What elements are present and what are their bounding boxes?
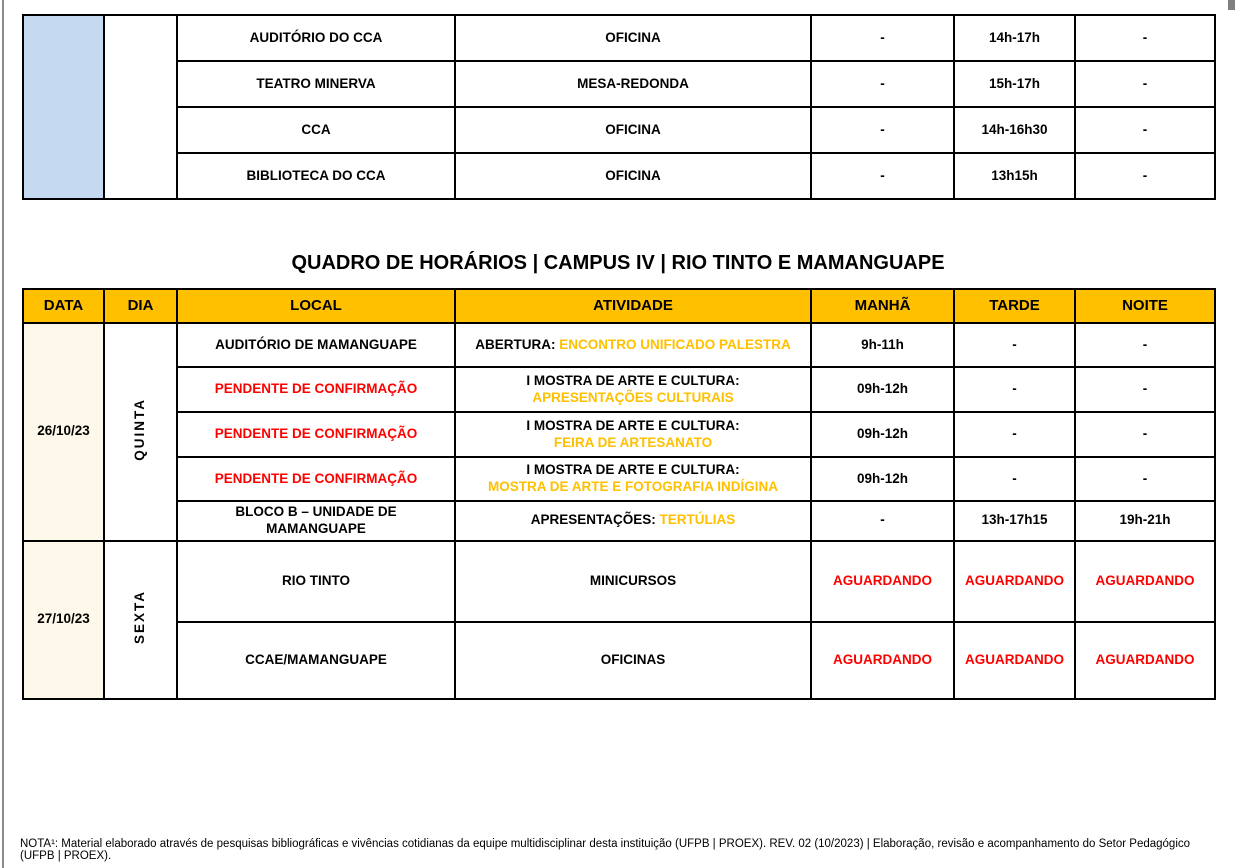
header-data: DATA — [23, 289, 104, 323]
tarde-cell: 14h-17h — [954, 15, 1075, 61]
day-cell — [104, 323, 177, 541]
local-cell: RIO TINTO — [177, 541, 455, 622]
atividade-main: I MOSTRA DE ARTE E CULTURA: — [526, 462, 740, 478]
manha-cell: - — [811, 61, 954, 107]
noite-cell: AGUARDANDO — [1075, 541, 1215, 622]
noite-cell: AGUARDANDO — [1075, 622, 1215, 699]
manha-cell: AGUARDANDO — [811, 541, 954, 622]
day-cell — [104, 541, 177, 699]
tarde-cell: 15h-17h — [954, 61, 1075, 107]
header-noite: NOITE — [1075, 289, 1215, 323]
manha-cell: - — [811, 501, 954, 541]
page-title: QUADRO DE HORÁRIOS | CAMPUS IV | RIO TINTO E MAMANGUAPE — [291, 252, 945, 274]
local-cell: TEATRO MINERVA — [177, 61, 455, 107]
table-row — [23, 457, 1215, 501]
tarde-cell: - — [954, 323, 1075, 367]
atividade-highlight: APRESENTAÇÕES CULTURAIS — [532, 389, 734, 405]
manha-cell: - — [811, 153, 954, 199]
table-row — [23, 622, 1215, 699]
noite-cell: - — [1075, 323, 1215, 367]
page-edge-line — [2, 0, 4, 868]
tarde-cell: 13h15h — [954, 153, 1075, 199]
table-row — [23, 107, 1215, 153]
noite-cell: 19h-21h — [1075, 501, 1215, 541]
manha-cell: 9h-11h — [811, 323, 954, 367]
table-row — [23, 501, 1215, 541]
local-cell: BLOCO B – UNIDADE DE MAMANGUAPE — [177, 501, 455, 541]
tarde-cell: - — [954, 412, 1075, 457]
date-cell: 27/10/23 — [23, 541, 104, 699]
table-row — [23, 367, 1215, 412]
previous-campus-schedule-table — [22, 14, 1216, 200]
table-row — [23, 541, 1215, 622]
atividade-highlight: FEIRA DE ARTESANATO — [553, 434, 713, 450]
manha-cell: 09h-12h — [811, 457, 954, 501]
header-tarde: TARDE — [954, 289, 1075, 323]
table-row — [23, 61, 1215, 107]
atividade-highlight: MOSTRA DE ARTE E FOTOGRAFIA INDÍGINA — [488, 479, 778, 494]
day-label: SEXTA — [132, 590, 148, 645]
tarde-cell: 14h-16h30 — [954, 107, 1075, 153]
local-cell: PENDENTE DE CONFIRMAÇÃO — [177, 367, 455, 412]
day-spacer-cell — [104, 15, 177, 199]
noite-cell: - — [1075, 107, 1215, 153]
tarde-cell: - — [954, 367, 1075, 412]
date-cell: 26/10/23 — [23, 323, 104, 541]
campus-iv-schedule-table — [22, 288, 1216, 700]
noite-cell: - — [1075, 412, 1215, 457]
header-dia: DIA — [104, 289, 177, 323]
local-cell: PENDENTE DE CONFIRMAÇÃO — [177, 457, 455, 501]
atividade-cell — [455, 323, 811, 367]
manha-cell: 09h-12h — [811, 412, 954, 457]
local-cell: AUDITÓRIO DO CCA — [177, 15, 455, 61]
noite-cell: - — [1075, 61, 1215, 107]
atividade-main: APRESENTAÇÕES: — [530, 512, 656, 528]
atividade-cell: OFICINAS — [455, 622, 811, 699]
atividade-cell — [455, 412, 811, 457]
manha-cell: - — [811, 15, 954, 61]
local-cell: CCAE/MAMANGUAPE — [177, 622, 455, 699]
tarde-cell: AGUARDANDO — [954, 541, 1075, 622]
footer-note: NOTA¹: Material elaborado através de pesquisas bibliográficas e vivências cotidianas da equipe multidisciplinar desta instituição (UFPB | PROEX). REV. 02 (10/2023) | Elaboração, revisão e acompanhamento do Setor Pedagógico (UFPB | PROEX). — [20, 838, 1191, 862]
atividade-cell: OFICINA — [455, 107, 811, 153]
local-cell: CCA — [177, 107, 455, 153]
header-row — [23, 289, 1215, 323]
table-row — [23, 153, 1215, 199]
manha-cell: - — [811, 107, 954, 153]
atividade-highlight: ENCONTRO UNIFICADO PALESTRA — [559, 336, 791, 352]
tarde-cell: - — [954, 457, 1075, 501]
date-spacer-cell — [23, 15, 104, 199]
table-row — [23, 323, 1215, 367]
local-cell: BIBLIOTECA DO CCA — [177, 153, 455, 199]
header-local: LOCAL — [177, 289, 455, 323]
manha-cell: AGUARDANDO — [811, 622, 954, 699]
tarde-cell: AGUARDANDO — [954, 622, 1075, 699]
atividade-main: ABERTURA: — [475, 336, 556, 352]
header-atividade: ATIVIDADE — [455, 289, 811, 323]
tarde-cell: 13h-17h15 — [954, 501, 1075, 541]
atividade-cell: OFICINA — [455, 15, 811, 61]
atividade-highlight: TERTÚLIAS — [659, 512, 736, 528]
noite-cell: - — [1075, 367, 1215, 412]
atividade-main: I MOSTRA DE ARTE E CULTURA: — [526, 417, 740, 433]
manha-cell: 09h-12h — [811, 367, 954, 412]
local-cell: PENDENTE DE CONFIRMAÇÃO — [177, 412, 455, 457]
atividade-cell: OFICINA — [455, 153, 811, 199]
day-label: QUINTA — [132, 398, 148, 461]
atividade-cell: MINICURSOS — [455, 541, 811, 622]
table-row — [23, 412, 1215, 457]
atividade-cell — [455, 501, 811, 541]
atividade-cell — [455, 457, 811, 501]
table-row — [23, 15, 1215, 61]
noite-cell: - — [1075, 457, 1215, 501]
scrollbar-fragment[interactable] — [1228, 0, 1235, 10]
header-manha: MANHÃ — [811, 289, 954, 323]
atividade-cell: MESA-REDONDA — [455, 61, 811, 107]
local-cell: AUDITÓRIO DE MAMANGUAPE — [177, 323, 455, 367]
atividade-main: I MOSTRA DE ARTE E CULTURA: — [526, 372, 740, 388]
atividade-cell — [455, 367, 811, 412]
noite-cell: - — [1075, 153, 1215, 199]
noite-cell: - — [1075, 15, 1215, 61]
